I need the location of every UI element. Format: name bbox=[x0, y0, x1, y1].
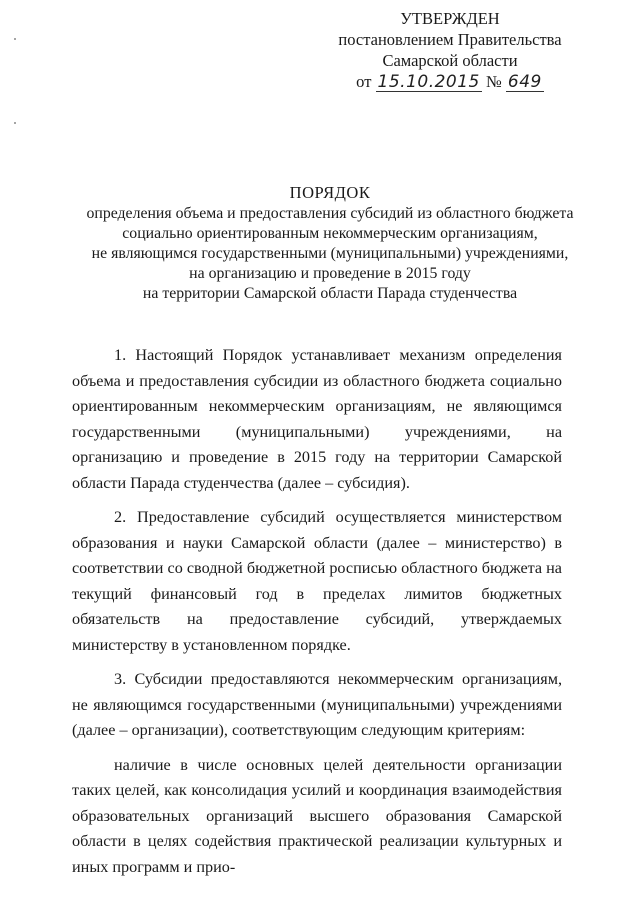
handwritten-date: 15.10.2015 bbox=[377, 72, 480, 92]
approval-stamp bbox=[330, 8, 570, 92]
subtitle-line: социально ориентированным некоммерческим организациям, bbox=[122, 225, 538, 242]
number-prefix: № bbox=[486, 72, 502, 91]
subtitle-line: на территории Самарской области Парада студенчества bbox=[142, 285, 518, 302]
criterion-paragraph: наличие в числе основных целей деятельности организации таких целей, как консолидация усилий и координация взаимодействия образовательных организаций высшего образования Самарской области в целях содействия практической реализации культурных и иных программ и прио- bbox=[72, 755, 562, 876]
approval-line-1: УТВЕРЖДЕН bbox=[400, 9, 500, 28]
paragraph-1: 1. Настоящий Порядок устанавливает механизм определения объема и предоставления субсидии из областного бюджета социально ориентированным некоммерческим организациям, не являющимся государственными (муниципальными) учреждениями, на организацию и проведение в 2015 году на территории Самарской области Парада студенчества (далее – субсидия). bbox=[72, 346, 562, 492]
subtitle-line: определения объема и предоставления субсидий из областного бюджета bbox=[86, 205, 574, 222]
approval-line-3: Самарской области bbox=[382, 51, 518, 70]
scan-speck bbox=[14, 122, 16, 124]
document-body bbox=[72, 343, 562, 880]
document-title: ПОРЯДОК bbox=[289, 183, 371, 202]
handwritten-number: 649 bbox=[507, 72, 542, 92]
paragraph-2: 2. Предоставление субсидий осуществляется министерством образования и науки Самарской области (далее – министерство) в соответствии со сводной бюджетной росписью областного бюджета на текущий финансовый год в пределах лимитов бюджетных обязательств на предоставление субсидий, утверждаемых министерству в установленном порядке. bbox=[72, 508, 562, 654]
document-subtitle bbox=[60, 204, 600, 304]
subtitle-line: не являющимся государственными (муниципальными) учреждениями, bbox=[91, 245, 569, 262]
paragraph-3: 3. Субсидии предоставляются некоммерческим организациям, не являющимся государственными (муниципальными) учреждениями (далее – организации), соответствующим следующим критериям: bbox=[72, 670, 562, 739]
scan-speck bbox=[14, 38, 16, 40]
approval-line-2: постановлением Правительства bbox=[338, 30, 562, 49]
approval-date-line bbox=[330, 71, 570, 92]
subtitle-line: на организацию и проведение в 2015 году bbox=[189, 265, 471, 282]
date-prefix: от bbox=[356, 72, 372, 91]
